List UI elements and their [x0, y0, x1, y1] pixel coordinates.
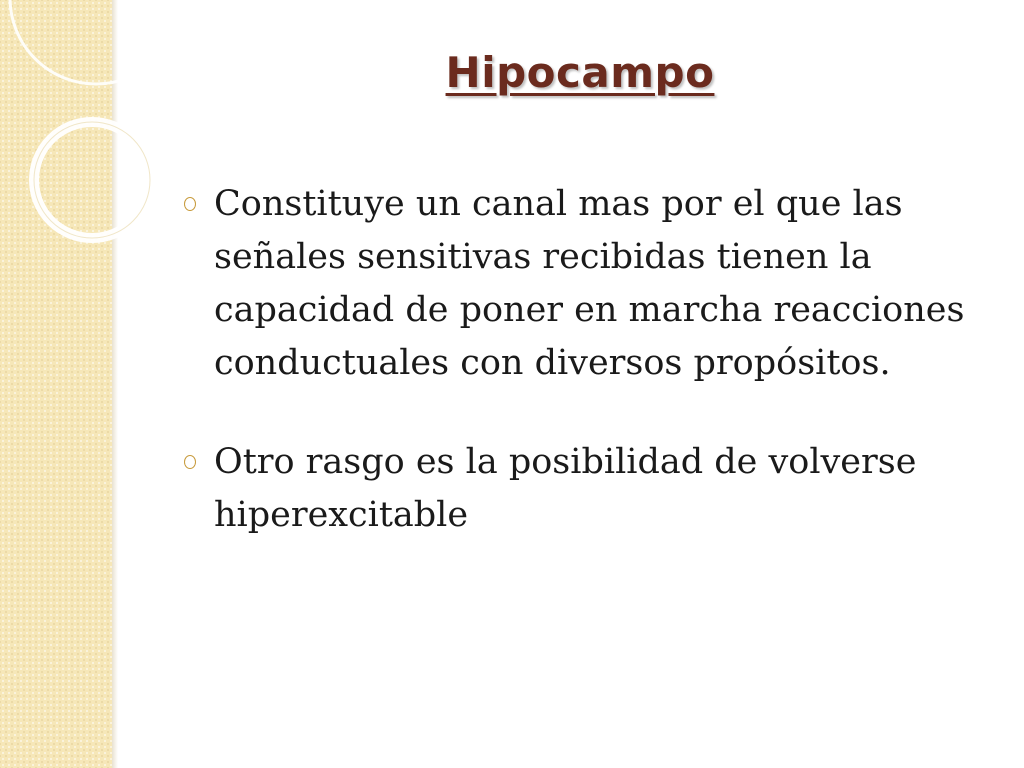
hollow-circle-bullet-icon [184, 455, 196, 469]
bullet-item [176, 178, 996, 390]
bullet-text: Constituye un canal mas por el que las señales sensitivas recibidas tienen la capacidad de poner en marcha reacciones conductuales con diversos propósitos. [214, 184, 965, 383]
bullet-list [176, 178, 996, 588]
bullet-item [176, 436, 996, 542]
bullet-text: Otro rasgo es la posibilidad de volverse hiperexcitable [214, 442, 917, 535]
decorative-rings-icon [0, 0, 160, 260]
hollow-circle-bullet-icon [184, 197, 196, 211]
slide-title: Hipocampo [445, 48, 715, 97]
